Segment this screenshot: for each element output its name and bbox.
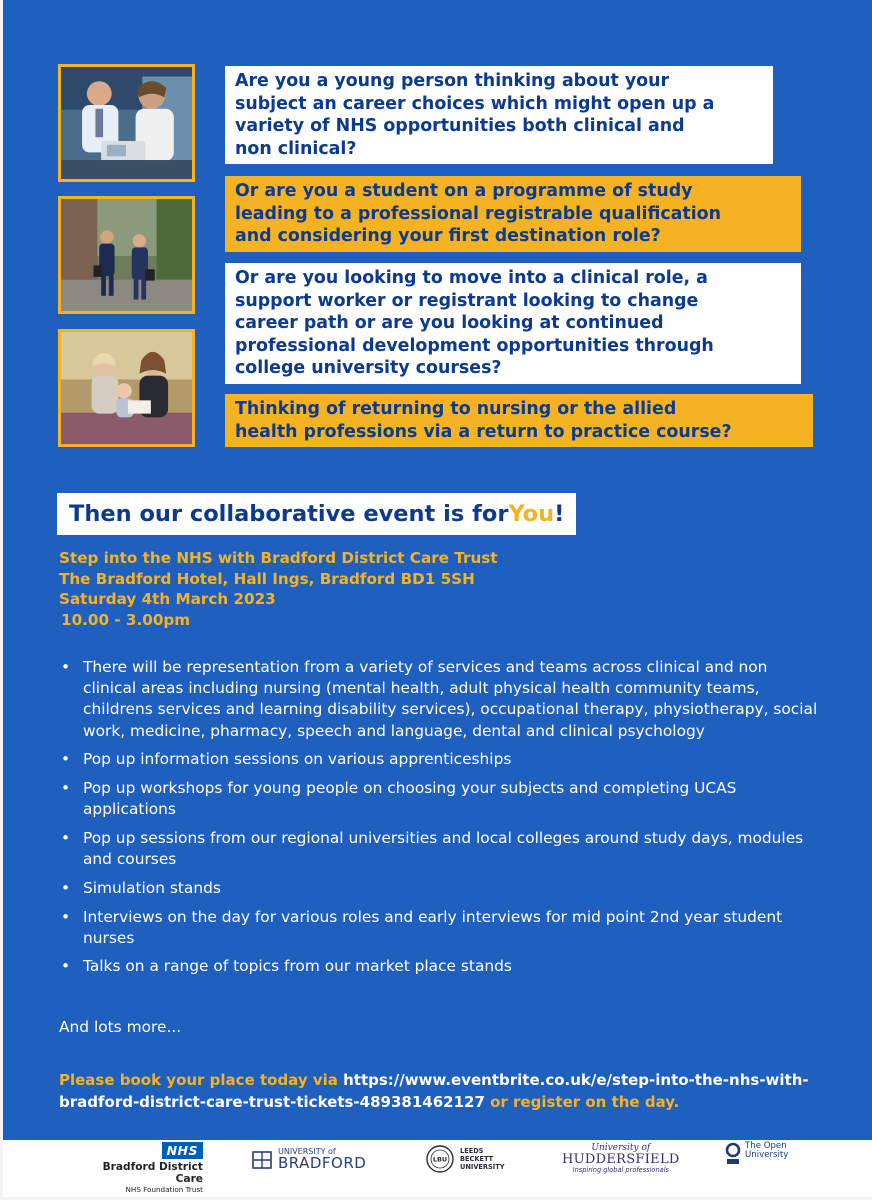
huddersfield-line1: University of [591, 1143, 651, 1153]
open-university-icon [724, 1142, 742, 1166]
feature-list [59, 657, 819, 985]
huddersfield-logo [562, 1144, 680, 1174]
question-return-to-practice: Thinking of returning to nursing or the allied health professions via a return to practice course? [225, 394, 813, 447]
nhs-logo [81, 1140, 203, 1194]
list-item: • Simulation stands [59, 878, 819, 899]
nhs-trust-name: Bradford District Care [102, 1161, 203, 1185]
booking-suffix: or register on the day. [484, 1093, 680, 1111]
booking-prefix: Please book your place today via [59, 1071, 344, 1089]
bradford-crest-icon [252, 1150, 272, 1170]
list-item: • Pop up information sessions on various apprenticeships [59, 749, 819, 770]
headline-highlight: You [508, 501, 555, 527]
bradford-logo [252, 1148, 366, 1171]
headline-suffix: ! [554, 501, 565, 527]
nhs-trust-type: NHS Foundation Trust [125, 1185, 203, 1194]
headline-prefix: Then our collaborative event is for [69, 501, 509, 527]
list-item: • There will be representation from a variety of services and teams across clinical and non clinical areas including nursing (mental health, adult physical health community teams, childrens services and learning disability services), occupational therapy, physiotherapy, social work, medicine, pharmacy, speech and language, dental and clinical psychology [59, 657, 819, 742]
partner-logos [3, 1140, 872, 1197]
open-university-logo [724, 1142, 788, 1166]
list-item: • Pop up sessions from our regional universities and local colleges around study days, modules and courses [59, 828, 819, 870]
headline [57, 493, 576, 535]
list-item: • Talks on a range of topics from our market place stands [59, 956, 819, 977]
leeds-line1: LEEDS [460, 1147, 484, 1155]
leeds-beckett-seal-icon [425, 1144, 455, 1174]
nhs-badge: NHS [162, 1142, 203, 1159]
bradford-line2: BRADFORD [278, 1154, 367, 1172]
and-lots-more: And lots more... [59, 1018, 182, 1036]
leeds-line3: UNIVERSITY [460, 1163, 505, 1171]
leeds-seal-text: LBU [432, 1155, 448, 1164]
open-university-line2: University [745, 1150, 789, 1160]
photo-clinician-with-patient [58, 64, 195, 182]
list-item: • Pop up workshops for young people on choosing your subjects and completing UCAS applications [59, 778, 819, 820]
bradford-line1: UNIVERSITY of [278, 1147, 336, 1156]
leeds-beckett-logo [425, 1144, 505, 1174]
booking-info [59, 1069, 819, 1113]
photo-nurses-walking [58, 196, 195, 314]
huddersfield-line2: HUDDERSFIELD [562, 1152, 680, 1167]
event-name: Step into the NHS with Bradford District Care Trust [59, 549, 498, 567]
event-time: 10.00 - 3.00pm [61, 610, 191, 629]
question-young-person: Are you a young person thinking about your subject an career choices which might open up a variety of NHS opportunities both clinical and non clinical? [225, 66, 773, 164]
photo-family-reading [58, 329, 195, 447]
event-details [59, 548, 498, 630]
leeds-line2: BECKETT [460, 1155, 494, 1163]
huddersfield-tagline: Inspiring global professionals [572, 1166, 669, 1174]
booking-link[interactable]: https://www.eventbrite.co.uk/e/step-into-the-nhs-with-bradford-district-care-trust-tickets-489381462127 [59, 1071, 809, 1111]
event-venue: The Bradford Hotel, Hall Ings, Bradford BD1 5SH [59, 569, 475, 588]
event-date: Saturday 4th March 2023 [59, 590, 276, 608]
question-student: Or are you a student on a programme of study leading to a professional registrable qualification and considering your first destination role? [225, 176, 801, 252]
list-item: • Interviews on the day for various roles and early interviews for mid point 2nd year student nurses [59, 907, 819, 949]
open-university-line1: The Open [745, 1141, 787, 1151]
question-clinical-role: Or are you looking to move into a clinical role, a support worker or registrant looking to change career path or are you looking at continued professional development opportunities through college university courses? [225, 263, 801, 384]
